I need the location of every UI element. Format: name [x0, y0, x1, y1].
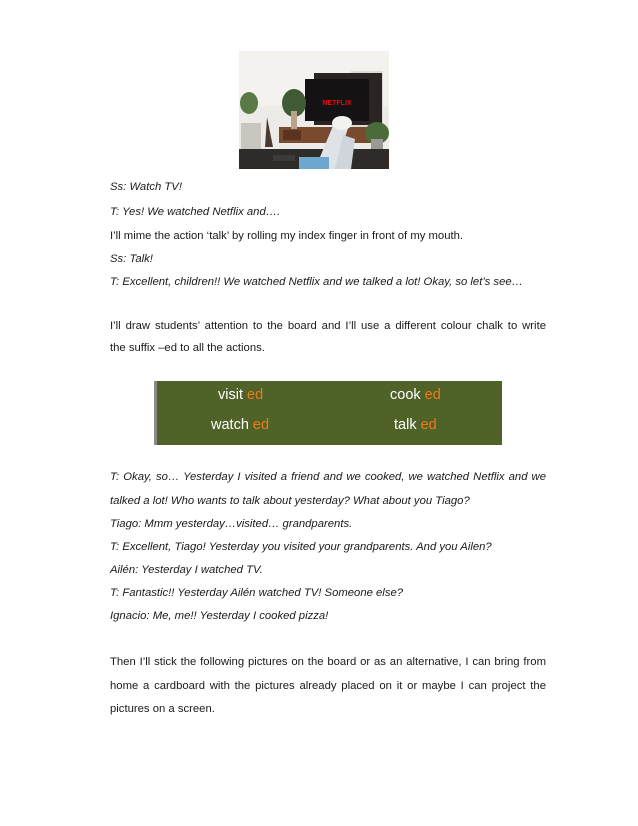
body-line: I’ll mime the action ‘talk’ by rolling my index finger in front of my mouth.: [110, 230, 464, 242]
board-verb: cook: [390, 387, 421, 403]
board-suffix: ed: [424, 387, 441, 403]
dialogue-line: Tiago: Mmm yesterday…visited… grandparents.: [110, 518, 353, 530]
board-suffix: ed: [420, 417, 437, 433]
board-word-talk: [394, 417, 437, 433]
dialogue-line: T: Excellent, children!! We watched Netflix and we talked a lot! Okay, so let’s see…: [110, 276, 523, 288]
dialogue-line: T: Fantastic!! Yesterday Ailén watched TV! Someone else?: [110, 587, 404, 599]
body-line: the suffix –ed to all the actions.: [110, 342, 265, 354]
chalkboard-table: [154, 381, 502, 445]
living-room-tv-photo: [239, 51, 389, 169]
body-line: I’ll draw students’ attention to the board and I’ll use a different colour chalk to write: [110, 320, 546, 332]
dialogue-line: talked a lot! Who wants to talk about yesterday? What about you Tiago?: [110, 495, 470, 507]
body-line: pictures on a screen.: [110, 703, 215, 715]
board-word-cook: [390, 387, 441, 403]
board-verb: watch: [211, 417, 249, 433]
dialogue-line: Ss: Talk!: [110, 253, 153, 265]
dialogue-line: T: Excellent, Tiago! Yesterday you visited your grandparents. And you Ailen?: [110, 541, 492, 553]
board-word-watch: [211, 417, 269, 433]
dialogue-line: T: Okay, so… Yesterday I visited a friend and we cooked, we watched Netflix and we: [110, 471, 546, 483]
dialogue-line: Ss: Watch TV!: [110, 181, 182, 193]
netflix-logo: NETFLIX: [322, 100, 352, 107]
board-suffix: ed: [247, 387, 264, 403]
dialogue-line: Ignacio: Me, me!! Yesterday I cooked pizza!: [110, 610, 329, 622]
dialogue-line: Ailén: Yesterday I watched TV.: [110, 564, 263, 576]
tv-scene-illustration: [239, 51, 389, 169]
board-word-visit: [218, 387, 263, 403]
board-verb: visit: [218, 387, 243, 403]
board-verb: talk: [394, 417, 417, 433]
dialogue-line: T: Yes! We watched Netflix and….: [110, 206, 281, 218]
body-line: Then I’ll stick the following pictures on the board or as an alternative, I can bring from: [110, 656, 546, 668]
body-line: home a cardboard with the pictures already placed on it or maybe I can project the: [110, 680, 546, 692]
board-suffix: ed: [252, 417, 270, 433]
